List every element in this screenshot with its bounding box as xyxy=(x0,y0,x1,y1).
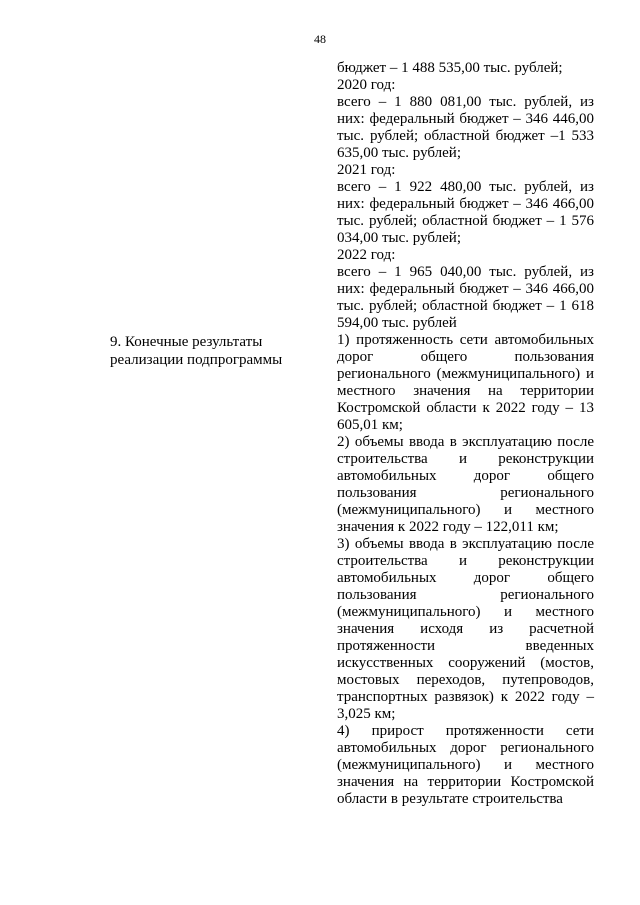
result-item: 3) объемы ввода в эксплуатацию после строительства и реконструкции автомобильных дорог общего пользования регионального (межмуниципального) и местного значения исходя из расчетной протяженности введенных искусственных сооружений (мостов, мостовых переходов, путепроводов, транспортных развязок) к 2022 году – 3,025 км; xyxy=(337,536,594,722)
funding-year: 2021 год: xyxy=(337,162,396,178)
funding-year: 2020 год: xyxy=(337,77,396,93)
section-heading: 9. Конечные результаты реализации подпрограммы xyxy=(110,334,283,368)
result-item: 1) протяженность сети автомобильных дорог общего пользования регионального (межмуниципального) и местного значения на территории Костромской области к 2022 году – 13 605,01 км; xyxy=(337,332,594,433)
funding-line: всего – 1 880 081,00 тыс. рублей, из них: федеральный бюджет – 346 446,00 тыс. рублей; областной бюджет –1 533 635,00 тыс. рублей; xyxy=(337,94,594,161)
funding-line: бюджет – 1 488 535,00 тыс. рублей; xyxy=(337,60,563,76)
result-item: 2) объемы ввода в эксплуатацию после строительства и реконструкции автомобильных дорог общего пользования регионального (межмуниципального) и местного значения к 2022 году – 122,011 км; xyxy=(337,434,594,535)
content-column xyxy=(337,60,594,808)
result-item: 4) прирост протяженности сети автомобильных дорог регионального (межмуниципального) и местного значения на территории Костромской области в результате строительства xyxy=(337,723,594,807)
funding-year: 2022 год: xyxy=(337,247,396,263)
funding-line: всего – 1 922 480,00 тыс. рублей, из них: федеральный бюджет – 346 466,00 тыс. рублей; областной бюджет – 1 576 034,00 тыс. рублей; xyxy=(337,179,594,246)
funding-line: всего – 1 965 040,00 тыс. рублей, из них: федеральный бюджет – 346 466,00 тыс. рублей; областной бюджет – 1 618 594,00 тыс. рублей xyxy=(337,264,594,331)
page-number: 48 xyxy=(314,32,326,46)
